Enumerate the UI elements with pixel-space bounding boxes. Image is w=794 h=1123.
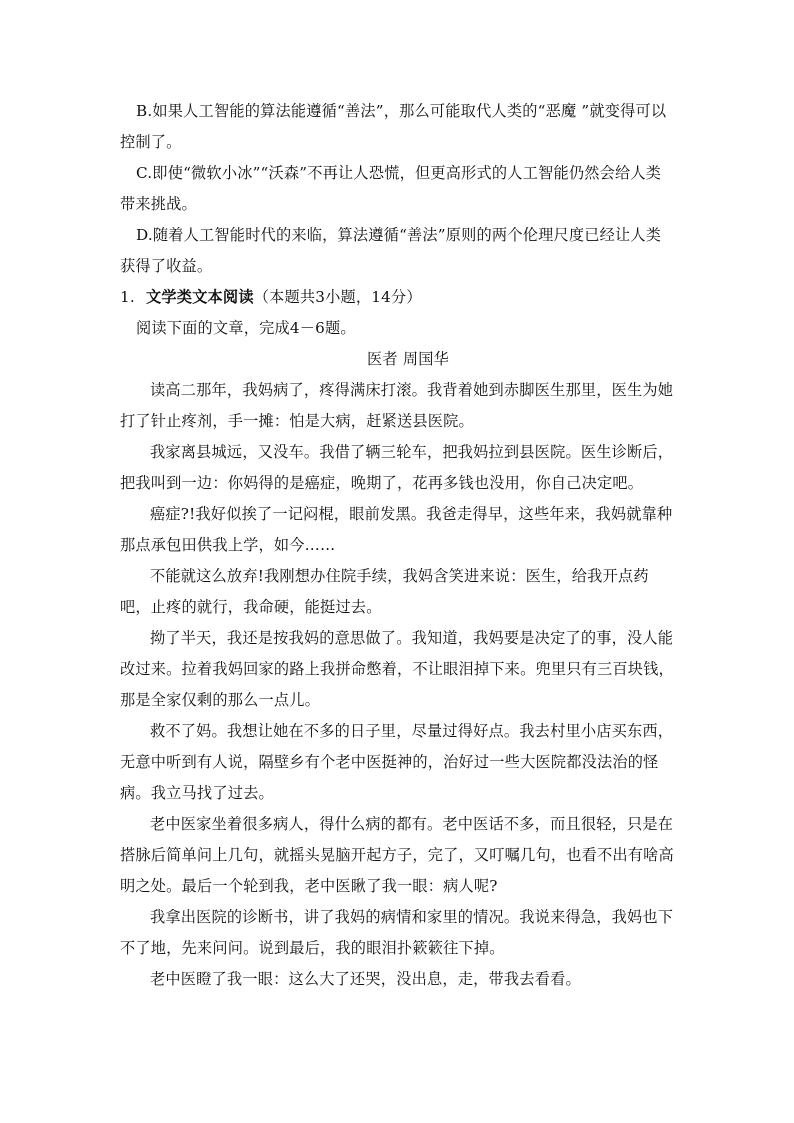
story-paragraph: 我家离县城远，又没车。我借了辆三轮车，把我妈拉到县医院。医生诊断后，把我叫到一边：你妈得的是癌症，晚期了，花再多钱也没用，你自己决定吧。 (120, 443, 674, 492)
option-c: C.即使“微软小冰”“沃森”不再让人恐慌，但更高形式的人工智能仍然会给人类带来挑战。 (120, 164, 662, 213)
section-number: 1. (120, 288, 135, 306)
story-paragraph: 老中医瞪了我一眼：这么大了还哭，没出息，走，带我去看看。 (150, 970, 581, 988)
question-options (120, 96, 676, 995)
story-paragraph: 读高二那年，我妈病了，疼得满床打滚。我背着她到赤脚医生那里，医生为她打了针止疼剂，手一摊：怕是大病，赶紧送县医院。 (120, 381, 674, 430)
story-paragraph: 我拿出医院的诊断书，讲了我妈的病情和家里的情况。我说来得急，我妈也下不了地，先来问问。说到最后，我的眼泪扑簌簌往下掉。 (120, 908, 674, 957)
story-paragraph: 不能就这么放弃!我刚想办住院手续，我妈含笑进来说：医生，给我开点药吧，止疼的就行，我命硬，能挺过去。 (120, 567, 649, 616)
reading-instruction: 阅读下面的文章，完成4－6题。 (136, 319, 356, 337)
option-d: D.随着人工智能时代的来临，算法遵循“善法”原则的两个伦理尺度已经让人类获得了收益。 (120, 226, 662, 275)
section-title-suffix: （本题共3小题，14分） (253, 288, 422, 306)
story-title: 医者 周国华 (367, 350, 449, 368)
option-b: B.如果人工智能的算法能遵循“善法”，那么可能取代人类的“恶魔 ”就变得可以控制了。 (120, 102, 667, 151)
story-paragraph: 老中医家坐着很多病人，得什么病的都有。老中医话不多，而且很轻，只是在搭脉后简单问上几句，就摇头晃脑开起方子，完了，又叮嘱几句，也看不出有啥高明之处。最后一个轮到我，老中医瞅了我一眼：病人呢? (120, 815, 674, 895)
section-heading (120, 282, 676, 313)
section-title: 文学类文本阅读 (146, 288, 254, 306)
story-paragraph: 癌症?!我好似挨了一记闷棍，眼前发黑。我爸走得早，这些年来，我妈就靠种那点承包田供我上学，如今…… (120, 505, 673, 554)
story-paragraph: 拗了半天，我还是按我妈的意思做了。我知道，我妈要是决定了的事，没人能改过来。拉着我妈回家的路上我拼命憋着，不让眼泪掉下来。兜里只有三百块钱，那是全家仅剩的那么一点儿。 (120, 629, 674, 709)
story-paragraph: 救不了妈。我想让她在不多的日子里，尽量过得好点。我去村里小店买东西，无意中听到有人说，隔壁乡有个老中医挺神的，治好过一些大医院都没法治的怪病。我立马找了过去。 (120, 722, 674, 802)
